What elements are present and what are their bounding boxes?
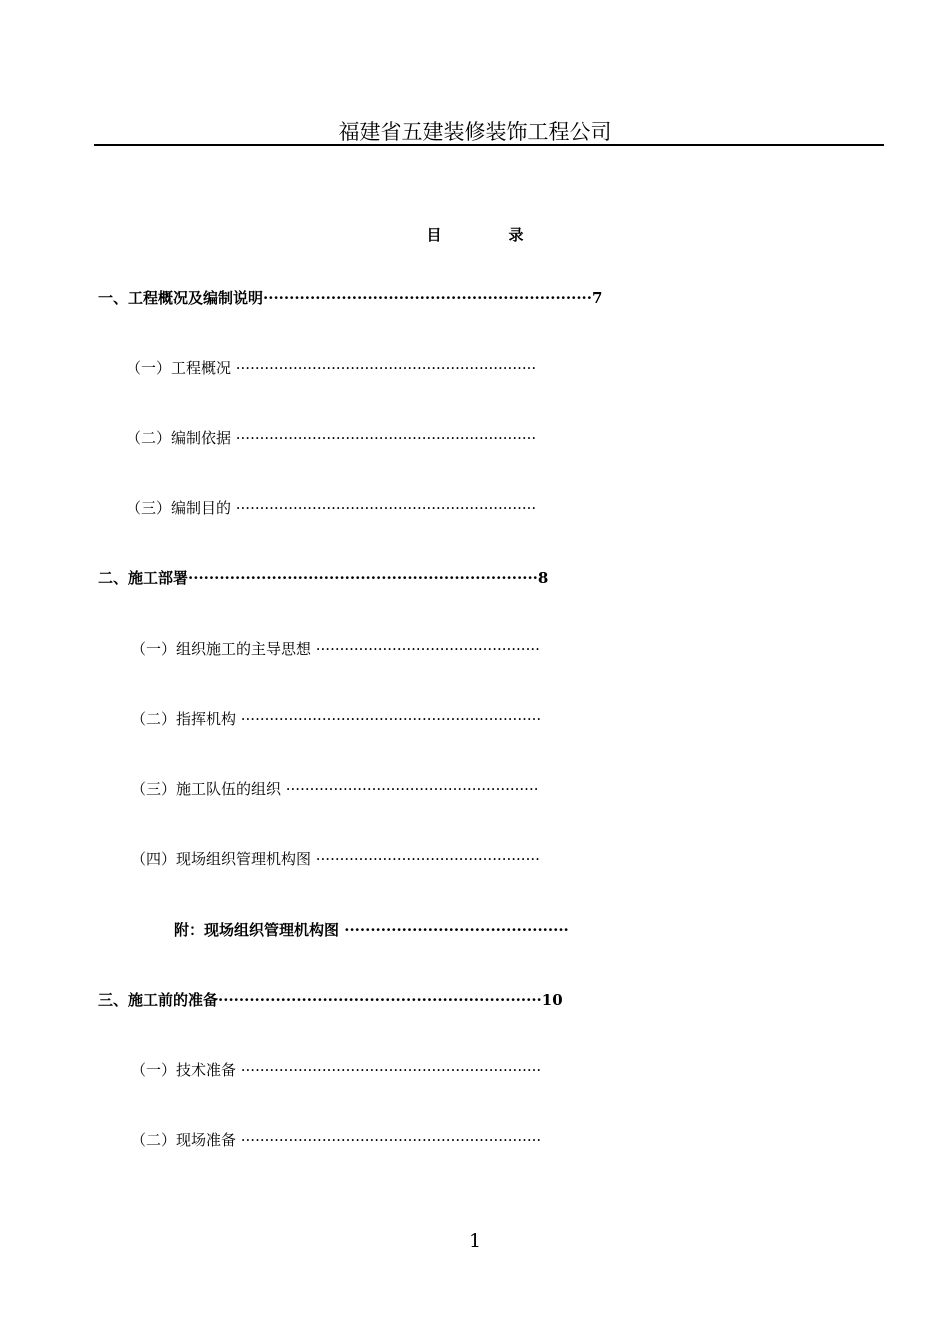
- toc-entry-2-4[interactable]: （四）现场组织管理机构图 ···············································: [131, 850, 540, 868]
- toc-title: 目 录: [426, 226, 550, 244]
- toc-entry-section-3[interactable]: 三、施工前的准备······························································10: [98, 991, 563, 1009]
- toc-entry-3-1[interactable]: （一）技术准备 ·······························································: [131, 1061, 542, 1079]
- header-divider: [94, 144, 884, 146]
- toc-entry-2-3[interactable]: （三）施工队伍的组织 ·····················································: [131, 780, 539, 798]
- page-number: 1: [468, 1230, 482, 1252]
- toc-entry-1-2[interactable]: （二）编制依据 ·······························································: [126, 429, 537, 447]
- toc-entry-appendix[interactable]: 附：现场组织管理机构图 ···········································: [174, 921, 569, 939]
- company-name: 福建省五建装修装饰工程公司: [338, 120, 612, 144]
- toc-entry-1-1[interactable]: （一）工程概况 ·······························································: [126, 359, 537, 377]
- toc-entry-1-3[interactable]: （三）编制目的 ·······························································: [126, 499, 537, 517]
- toc-entry-3-2[interactable]: （二）现场准备 ·······························································: [131, 1131, 542, 1149]
- toc-entry-section-2[interactable]: 二、施工部署···································································8: [98, 569, 549, 587]
- toc-entry-2-1[interactable]: （一）组织施工的主导思想 ···············································: [131, 640, 540, 658]
- toc-entry-2-2[interactable]: （二）指挥机构 ·······························································: [131, 710, 542, 728]
- toc-entry-section-1[interactable]: 一、工程概况及编制说明·······························································7: [98, 289, 603, 307]
